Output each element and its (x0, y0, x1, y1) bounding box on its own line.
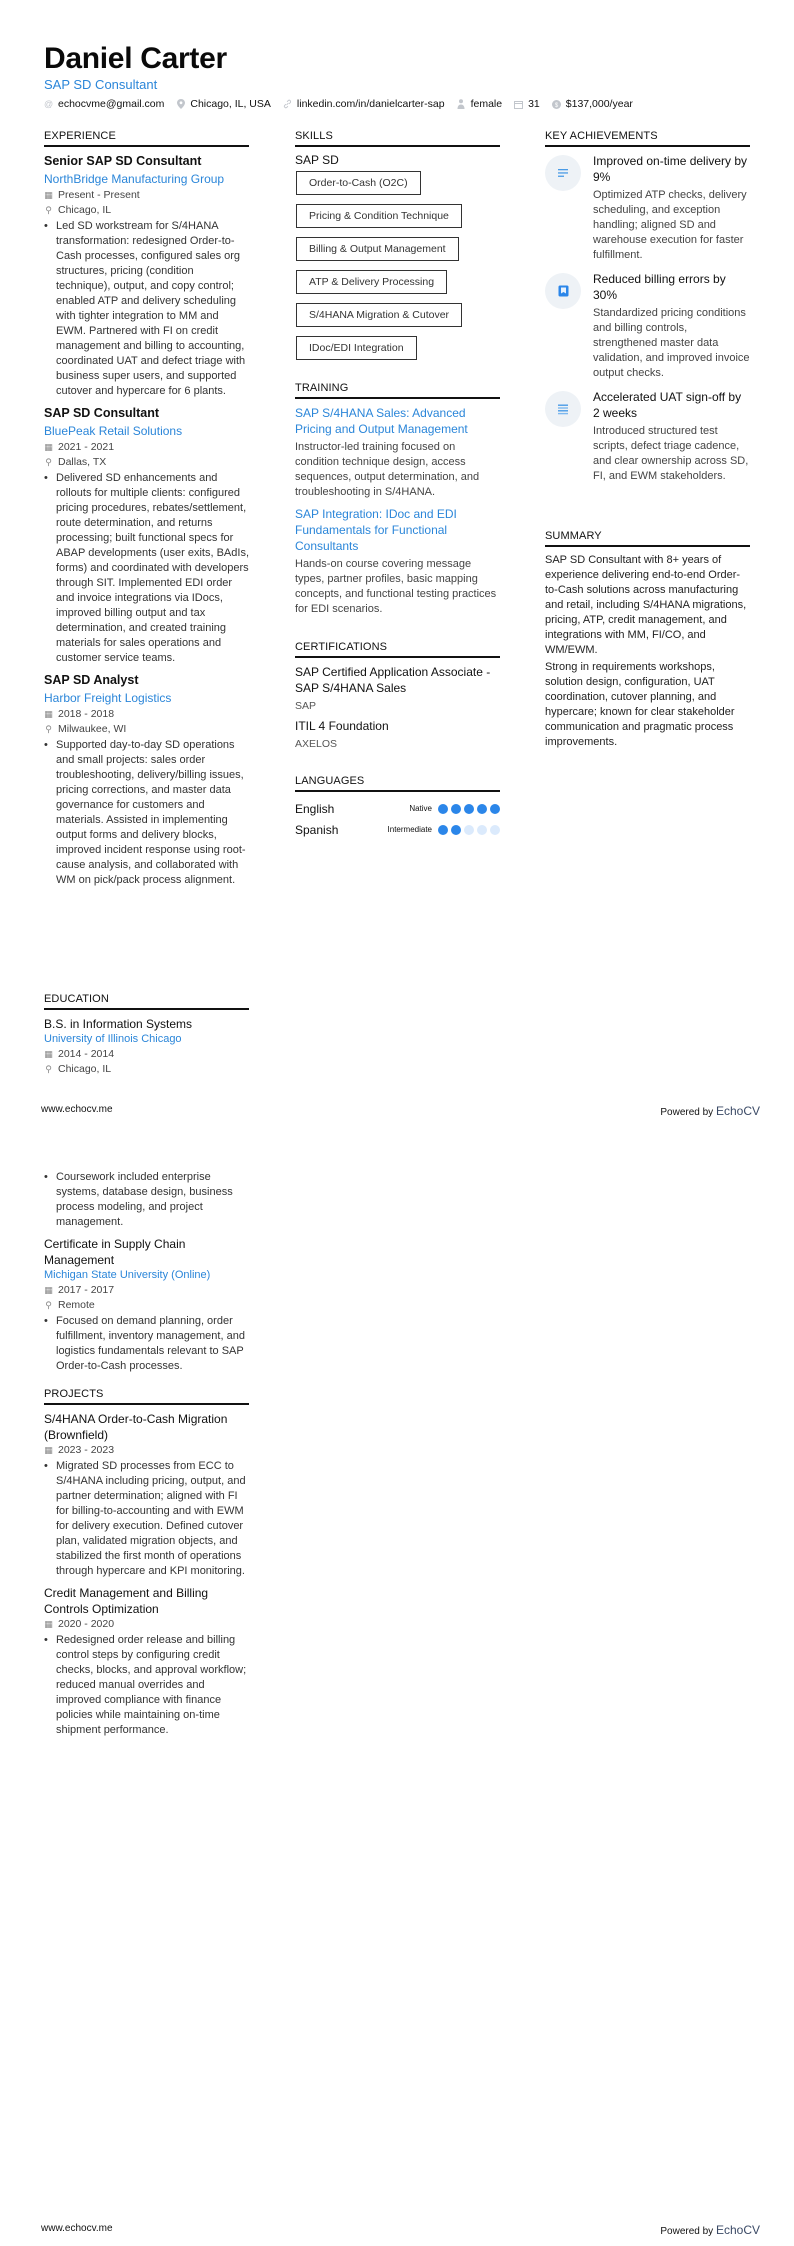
project-dates-value: 2023 - 2023 (58, 1444, 115, 1456)
proficiency-dots (438, 804, 500, 814)
dot-filled (464, 804, 474, 814)
location-pin-icon (176, 100, 185, 109)
dot-empty (464, 825, 474, 835)
project-dates-value: 2020 - 2020 (58, 1618, 115, 1630)
calendar-icon: ▦ (44, 1445, 53, 1455)
certification-issuer: AXELOS (295, 738, 338, 750)
contact-linkedin-value: linkedin.com/in/danielcarter-sap (296, 98, 445, 110)
education-location-value: Chicago, IL (58, 1063, 112, 1075)
job-location-value: Dallas, TX (58, 456, 107, 468)
contact-age-value: 31 (528, 98, 540, 110)
location-pin-icon: ⚲ (45, 724, 52, 734)
certification-name: ITIL 4 Foundation (295, 719, 389, 733)
calendar-icon: ▦ (44, 190, 53, 200)
project-description-text: Migrated SD processes from ECC to S/4HANA including pricing, output, and partner determination; aligned with FI for billing-to-accounting and with EWM for delivery execution. Defined cutover plan, validated migration objects, and stabilized the first month of operations through hypercare and KPI monitoring. (56, 1460, 246, 1577)
powered-by[interactable] (660, 2223, 760, 2237)
language-proficiency (388, 825, 500, 835)
company-name: NorthBridge Manufacturing Group (44, 172, 225, 186)
experience-section (44, 130, 249, 894)
footer-site-link[interactable]: www.echocv.me (41, 2223, 113, 2234)
project-dates (44, 1617, 249, 1632)
dot-empty (477, 825, 487, 835)
project-dates (44, 1443, 249, 1458)
bookmark-icon (545, 273, 581, 309)
training-description: Instructor-led training focused on condition technique design, access sequences, output determination, and troubleshooting in S/4HANA. (295, 441, 480, 498)
project-description (44, 1633, 249, 1738)
powered-by-label: Powered by (660, 1107, 716, 1118)
skill-chip: ATP & Delivery Processing (296, 270, 447, 294)
job-dates-value: Present - Present (58, 189, 140, 201)
dot-filled (477, 804, 487, 814)
training-title: SAP S/4HANA Sales: Advanced Pricing and Output Management (295, 406, 468, 436)
contact-gender (457, 98, 503, 110)
bullet-dot: • (44, 472, 48, 484)
language-level: Intermediate (387, 825, 432, 834)
skill-chip: Pricing & Condition Technique (296, 204, 462, 228)
education-dates-value: 2014 - 2014 (58, 1048, 115, 1060)
training-title: SAP Integration: IDoc and EDI Fundamentals for Functional Consultants (295, 507, 457, 553)
achievements-section (545, 130, 750, 492)
location-pin-icon: ⚲ (45, 1064, 52, 1074)
education-description (44, 1314, 249, 1374)
calendar-icon: ▦ (44, 709, 53, 719)
bullet-dot: • (44, 1634, 48, 1646)
education-location (44, 1062, 249, 1077)
certification-name: SAP Certified Application Associate - SAP S/4HANA Sales (295, 665, 491, 695)
company-name: BluePeak Retail Solutions (44, 424, 183, 438)
language-proficiency (409, 804, 500, 814)
location-pin-icon: ⚲ (45, 205, 52, 215)
job-dates (44, 707, 249, 722)
section-heading-languages: LANGUAGES (295, 775, 500, 792)
skills-section (295, 130, 500, 369)
education-item (44, 1016, 249, 1077)
calendar-icon: ▦ (44, 1049, 53, 1059)
bullet-dot: • (44, 1171, 48, 1183)
dot-empty (490, 825, 500, 835)
job-dates (44, 188, 249, 203)
education-description-text: Focused on demand planning, order fulfillment, inventory management, and logistics fundamentals relevant to SAP Order-to-Cash processes. (56, 1315, 245, 1372)
projects-section (44, 1388, 249, 1744)
dot-filled (451, 825, 461, 835)
dot-filled (438, 804, 448, 814)
contact-gender-value: female (470, 98, 503, 110)
job-dates-value: 2021 - 2021 (58, 441, 115, 453)
job-title: SAP SD Consultant (44, 406, 160, 420)
project-name: S/4HANA Order-to-Cash Migration (Brownfield) (44, 1412, 228, 1442)
achievement-title: Accelerated UAT sign-off by 2 weeks (593, 390, 742, 420)
project-description (44, 1459, 249, 1579)
achievement-content (593, 153, 750, 263)
powered-by[interactable] (660, 1104, 760, 1118)
language-level: Native (409, 804, 432, 813)
education-continued (44, 1169, 249, 1380)
experience-item (44, 672, 249, 888)
job-dates-value: 2018 - 2018 (58, 708, 115, 720)
bullet-dot: • (44, 1460, 48, 1472)
skill-chip: S/4HANA Migration & Cutover (296, 303, 462, 327)
achievement-title: Reduced billing errors by 30% (593, 272, 726, 302)
training-description: Hands-on course covering message types, partner profiles, basic mapping concepts, and functional testing practices for EDI scenarios. (295, 558, 497, 615)
contact-email[interactable] (44, 98, 164, 110)
school-name: Michigan State University (Online) (44, 1269, 211, 1281)
bullet-dot: • (44, 739, 48, 751)
project-name: Credit Management and Billing Controls Optimization (44, 1586, 209, 1616)
education-description-text: Coursework included enterprise systems, database design, business process modeling, and project management. (56, 1171, 233, 1228)
job-description-text: Led SD workstream for S/4HANA transformation: redesigned Order-to-Cash processes, configured sales org structures, pricing (condition technique), output, and copy control; enabled ATP and delivery scheduling with tighter integration to MM and EWM. Partnered with FI on credit management and billing to accounting, coordinated UAT and defect triage with business super users, and supported cutover and hypercare for 6 plants. (56, 220, 246, 397)
job-location-value: Milwaukee, WI (58, 723, 127, 735)
language-name: Spanish (295, 822, 339, 837)
resume-page-2 (0, 1123, 794, 2246)
dot-filled (438, 825, 448, 835)
link-icon (283, 100, 292, 109)
education-section (44, 993, 249, 1083)
contact-salary-value: $137,000/year (565, 98, 633, 110)
education-dates-value: 2017 - 2017 (58, 1284, 115, 1296)
experience-item (44, 405, 249, 666)
summary-paragraph: SAP SD Consultant with 8+ years of experience delivering end-to-end Order-to-Cash solutions across manufacturing and retail, including S/4HANA migrations, pricing, ATP, credit management, and integrations with MM, FI/CO, and WM/EWM. (545, 554, 747, 656)
achievement-description: Optimized ATP checks, delivery scheduling, and exception handling; aligned SD and warehouse execution for faster fulfillment. (593, 189, 747, 261)
certifications-section (295, 641, 500, 756)
calendar-icon: ▦ (44, 442, 53, 452)
bullet-dot: • (44, 1315, 48, 1327)
summary-paragraph: Strong in requirements workshops, solution design, configuration, UAT coordination, cutover planning, and hypercare; known for clear stakeholder communication and pragmatic process improvements. (545, 661, 735, 748)
achievement-content (593, 389, 750, 484)
summary-section (545, 530, 750, 752)
job-title: SAP SD Analyst (44, 673, 139, 687)
contact-email-value: echocvme@gmail.com (58, 98, 165, 110)
achievement-description: Standardized pricing conditions and billing controls, strengthened master data validation, and improved invoice output checks. (593, 307, 750, 379)
achievement-item (545, 271, 750, 381)
contact-linkedin[interactable] (283, 98, 445, 110)
section-heading-experience: EXPERIENCE (44, 130, 249, 147)
section-heading-achievements: KEY ACHIEVEMENTS (545, 130, 750, 147)
education-dates (44, 1283, 249, 1298)
achievement-item (545, 153, 750, 263)
job-description-text: Supported day-to-day SD operations and small projects: sales order troubleshooting, delivery/billing issues, pricing corrections, and master data governance for customers and materials. Assisted in implementing output forms and delivery blocks, improved incident response using root-cause analysis, and collaborated with WM on pick/pack process alignment. (56, 739, 246, 886)
job-location (44, 722, 249, 737)
calendar-icon: ▦ (44, 1285, 53, 1295)
brand-logo: EchoCV (715, 2223, 760, 2237)
training-section (295, 382, 500, 623)
experience-item (44, 153, 249, 399)
job-dates (44, 440, 249, 455)
powered-by-label: Powered by (660, 2226, 716, 2237)
section-heading-education: EDUCATION (44, 993, 249, 1010)
contact-bar (44, 98, 633, 110)
education-dates (44, 1047, 249, 1062)
section-heading-skills: SKILLS (295, 130, 500, 147)
dot-filled (451, 804, 461, 814)
project-description-text: Redesigned order release and billing control steps by configuring credit checks, blocks, and approval workflow; reduced manual overrides and improved compliance with finance policies while maintaining on-time shipment performance. (56, 1634, 247, 1736)
section-heading-certifications: CERTIFICATIONS (295, 641, 500, 658)
achievement-description: Introduced structured test scripts, defect triage cadence, and clear ownership across SD, FI, and EWM stakeholders. (593, 425, 749, 482)
skill-chip: IDoc/EDI Integration (296, 336, 417, 360)
certification-issuer: SAP (295, 700, 317, 712)
language-row (295, 798, 500, 819)
proficiency-dots (438, 825, 500, 835)
money-icon (552, 100, 561, 109)
person-icon (457, 100, 466, 109)
brand-logo: EchoCV (715, 1104, 760, 1118)
company-name: Harbor Freight Logistics (44, 691, 172, 705)
education-location (44, 1298, 249, 1313)
project-item (44, 1585, 249, 1738)
degree-name: B.S. in Information Systems (44, 1017, 193, 1031)
bullet-dot: • (44, 220, 48, 232)
education-description (44, 1170, 249, 1230)
achievement-title: Improved on-time delivery by 9% (593, 154, 748, 184)
svg-text:$: $ (554, 102, 558, 109)
project-item (44, 1411, 249, 1579)
footer-site-link[interactable]: www.echocv.me (41, 1104, 113, 1115)
job-location (44, 203, 249, 218)
section-heading-summary: SUMMARY (545, 530, 750, 547)
job-location-value: Chicago, IL (58, 204, 112, 216)
achievement-item (545, 389, 750, 484)
education-location-value: Remote (58, 1299, 95, 1311)
education-item (44, 1236, 249, 1374)
job-description (44, 471, 249, 666)
job-description-text: Delivered SD enhancements and rollouts for multiple clients: configured pricing procedures, rebates/settlement, route determination, and returns processing; built functional specs for ABAP developments (user exits, BAdIs, forms) and coordinated with developers through SIT. Implemented EDI order and invoice integrations via IDocs, improved billing output and tax determination, and created training materials for sales operations and customer service teams. (56, 472, 249, 664)
dot-filled (490, 804, 500, 814)
candidate-name: Daniel Carter (44, 42, 227, 75)
section-heading-training: TRAINING (295, 382, 500, 399)
skill-chip: Order-to-Cash (O2C) (296, 171, 421, 195)
list-icon (545, 391, 581, 427)
skill-category: SAP SD (295, 153, 339, 167)
contact-age (514, 98, 540, 110)
contact-salary (552, 98, 633, 110)
language-name: English (295, 801, 335, 816)
calendar-icon: ▦ (44, 1619, 53, 1629)
degree-name: Certificate in Supply Chain Management (44, 1237, 186, 1267)
languages-section (295, 775, 500, 840)
candidate-title: SAP SD Consultant (44, 77, 158, 92)
job-location (44, 455, 249, 470)
calendar-icon (514, 100, 523, 109)
contact-location-value: Chicago, IL, USA (190, 98, 271, 110)
achievement-content (593, 271, 750, 381)
skill-chip: Billing & Output Management (296, 237, 459, 261)
job-description (44, 738, 249, 888)
job-title: Senior SAP SD Consultant (44, 154, 202, 168)
job-description (44, 219, 249, 399)
school-name: University of Illinois Chicago (44, 1033, 182, 1045)
language-row (295, 819, 500, 840)
contact-location (176, 98, 271, 110)
location-pin-icon: ⚲ (45, 457, 52, 467)
at-icon: @ (43, 99, 54, 109)
section-heading-projects: PROJECTS (44, 1388, 249, 1405)
skill-chips (295, 171, 500, 369)
lines-icon (545, 155, 581, 191)
location-pin-icon: ⚲ (45, 1300, 52, 1310)
